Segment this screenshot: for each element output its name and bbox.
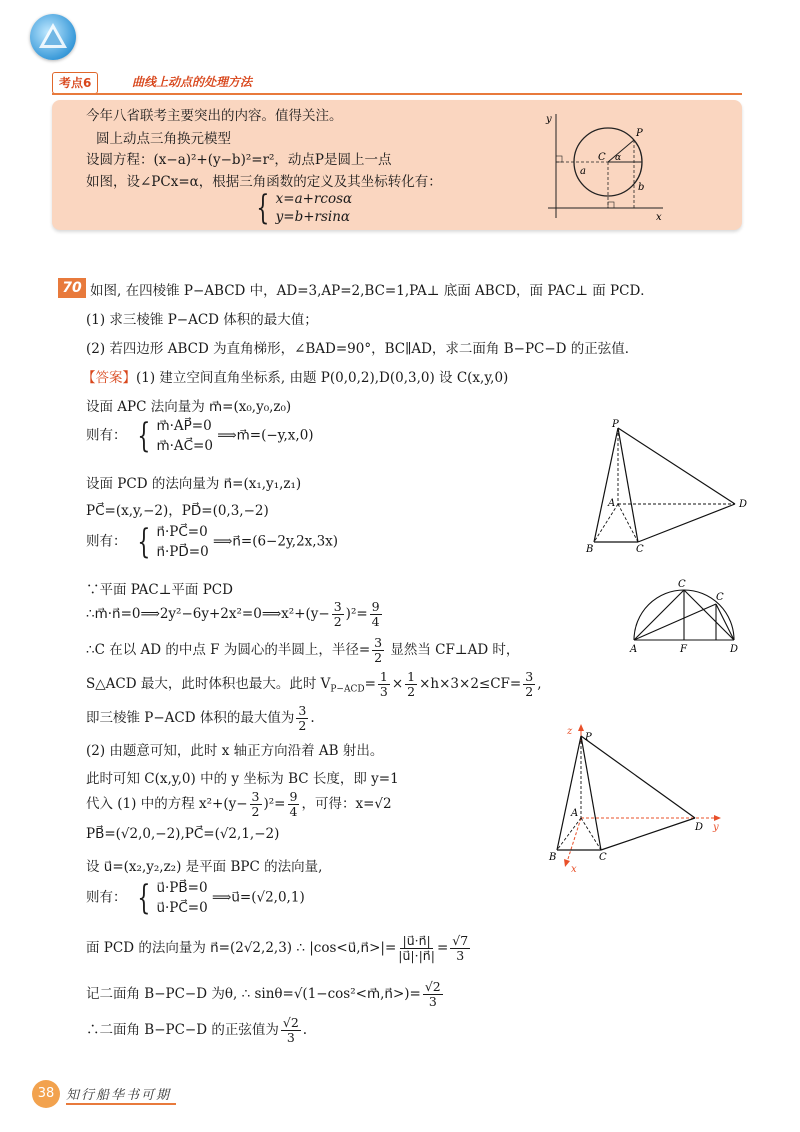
sc-label-D: D <box>730 644 739 655</box>
p1-label-P: P <box>612 419 619 430</box>
solution-line-20: ∴二面角 B−PC−D 的正弦值为 $\frac{√2}{3}$ . <box>86 1015 308 1045</box>
info-line-1: 今年八省联考主要突出的内容。值得关注。 <box>86 108 343 124</box>
p1-label-B: B <box>586 544 594 555</box>
solution-line-6: 则有： { n⃗·PC⃗=0 n⃗·PD⃗=0 ⟹n⃗=(6−2y,2x,3x) <box>86 522 339 562</box>
question-part2: (2) 若四边形 ABCD 为直角梯形，∠BAD=90°，BC∥AD，求二面角 B−PC−D 的正弦值． <box>86 341 639 357</box>
solution-line-17: 则有： { u⃗·PB⃗=0 u⃗·PC⃗=0 ⟹u⃗=(√2,0,1) <box>86 878 305 918</box>
fig-label-b: b <box>638 182 645 193</box>
p2-label-D: D <box>695 822 704 833</box>
solution-line-13: 此时可知 C(x,y,0) 中的 y 坐标为 BC 长度，即 y=1 <box>86 771 399 787</box>
topic-title: 曲线上动点的处理方法 <box>132 75 253 89</box>
solution-line-5: PC⃗=(x,y,−2)，PD⃗=(0,3,−2) <box>86 503 269 519</box>
p2-label-y: y <box>713 822 719 833</box>
circle-figure <box>538 110 673 225</box>
pyramid-figure-2 <box>545 722 730 877</box>
semicircle-figure <box>624 576 749 656</box>
question-stem: 如图, 在四棱锥 P−ABCD 中，AD=3,AP=2,BC=1,PA⊥ 底面 ABCD，面 PAC⊥ 面 PCD． <box>90 283 654 299</box>
solution-line-7: ∵平面 PAC⊥平面 PCD <box>86 582 233 598</box>
brace-icon: { <box>256 188 270 228</box>
sc-label-C1: C <box>678 579 686 590</box>
fig-label-alpha: α <box>615 153 622 163</box>
info-line-4: 如图，设∠PCx=α，根据三角函数的定义及其坐标转化有： <box>86 174 442 190</box>
p2-label-x: x <box>571 864 577 875</box>
solution-line-2: 设面 APC 法向量为 m⃗=(x₀,y₀,z₀) <box>86 399 292 415</box>
info-line-3: 设圆方程：(x−a)²+(y−b)²=r²，动点P是圆上一点 <box>86 152 392 168</box>
solution-line-15: PB⃗=(√2,0,−2),PC⃗=(√2,1,−2) <box>86 826 280 842</box>
formula-y: y=b+rsinα <box>275 209 351 225</box>
sc-label-C2: C <box>716 592 724 603</box>
sc-label-F: F <box>680 644 687 655</box>
topic-tag: 考点6 <box>52 72 98 94</box>
solution-line-9: ∴C 在以 AD 的中点 F 为圆心的半圆上，半径= $\frac{3}{2}$ 显然当 CF⊥AD 时， <box>86 635 520 665</box>
p2-label-C: C <box>599 852 607 863</box>
solution-line-19: 记二面角 B−PC−D 为θ, ∴ sinθ=√(1−cos²<m⃗,n⃗>)= $\frac{√2}{3}$ <box>86 979 441 1009</box>
solution-line-10: S△ACD 最大，此时体积也最大。此时 $V_{P-ACD}=$ $\frac{1}{3}$ × $\frac{1}{2}$ ×h×3×2≤CF= $\frac{3}{2}$ , <box>86 669 542 699</box>
formula-x: x=a+rcosα <box>275 191 353 207</box>
info-formula <box>250 190 352 226</box>
p2-label-P: P <box>585 732 592 743</box>
fig-label-C: C <box>598 152 606 163</box>
pyramid-figure-1 <box>580 418 755 558</box>
info-line-2: 圆上动点三角换元模型 <box>96 131 231 147</box>
solution-line-8: ∴m⃗·n⃗=0⟹2y²−6y+2x²=0⟹x²+(y− $\frac{3}{2}$ )²= $\frac{9}{4}$ <box>86 599 380 629</box>
logo-icon <box>36 20 70 54</box>
page-number: 38 <box>32 1080 60 1108</box>
p1-label-D: D <box>739 499 748 510</box>
p2-label-B: B <box>549 852 557 863</box>
answer-label: 【答案】 <box>82 370 136 386</box>
solution-line-4: 设面 PCD 的法向量为 n⃗=(x₁,y₁,z₁) <box>86 476 302 492</box>
solution-line-1: 【答案】(1) 建立空间直角坐标系, 由题 P(0,0,2),D(0,3,0) 设 C(x,y,0) <box>82 370 509 386</box>
fig-label-a: a <box>580 166 586 177</box>
sc-label-A: A <box>630 644 638 655</box>
question-number: 70 <box>58 278 86 298</box>
p1-label-A: A <box>608 498 616 509</box>
footer-divider <box>66 1103 176 1105</box>
solution-line-12: (2) 由题意可知，此时 x 轴正方向沿着 AB 射出。 <box>86 743 384 759</box>
fig-label-x: x <box>656 212 662 223</box>
solution-line-18: 面 PCD 的法向量为 n⃗=(2√2,2,3) ∴ |cos<u⃗,n⃗>|= $\frac{|u⃗\cdot n⃗|}{|u⃗|\cdot|n⃗|}$ = $\frac{√7}{3}$ <box>86 933 469 963</box>
fig-label-P: P <box>636 128 643 139</box>
p2-label-A: A <box>571 808 579 819</box>
question-part1: (1) 求三棱锥 P−ACD 体积的最大值； <box>86 312 318 328</box>
p1-label-C: C <box>636 544 644 555</box>
fig-label-y: y <box>546 114 552 125</box>
solution-line-16: 设 u⃗=(x₂,y₂,z₂) 是平面 BPC 的法向量, <box>86 859 323 875</box>
solution-line-14: 代入 (1) 中的方程 x²+(y− $\frac{3}{2}$ )²= $\frac{9}{4}$ ，可得：x=√2 <box>86 789 392 819</box>
solution-line-11: 即三棱锥 P−ACD 体积的最大值为 $\frac{3}{2}$ . <box>86 703 315 733</box>
footer-slogan: 知行船华书可期 <box>66 1088 172 1103</box>
p2-label-z: z <box>567 726 573 737</box>
solution-line-3: 则有： { m⃗·AP⃗=0 m⃗·AC⃗=0 ⟹m⃗=(−y,x,0) <box>86 416 314 456</box>
topic-divider <box>52 93 742 95</box>
